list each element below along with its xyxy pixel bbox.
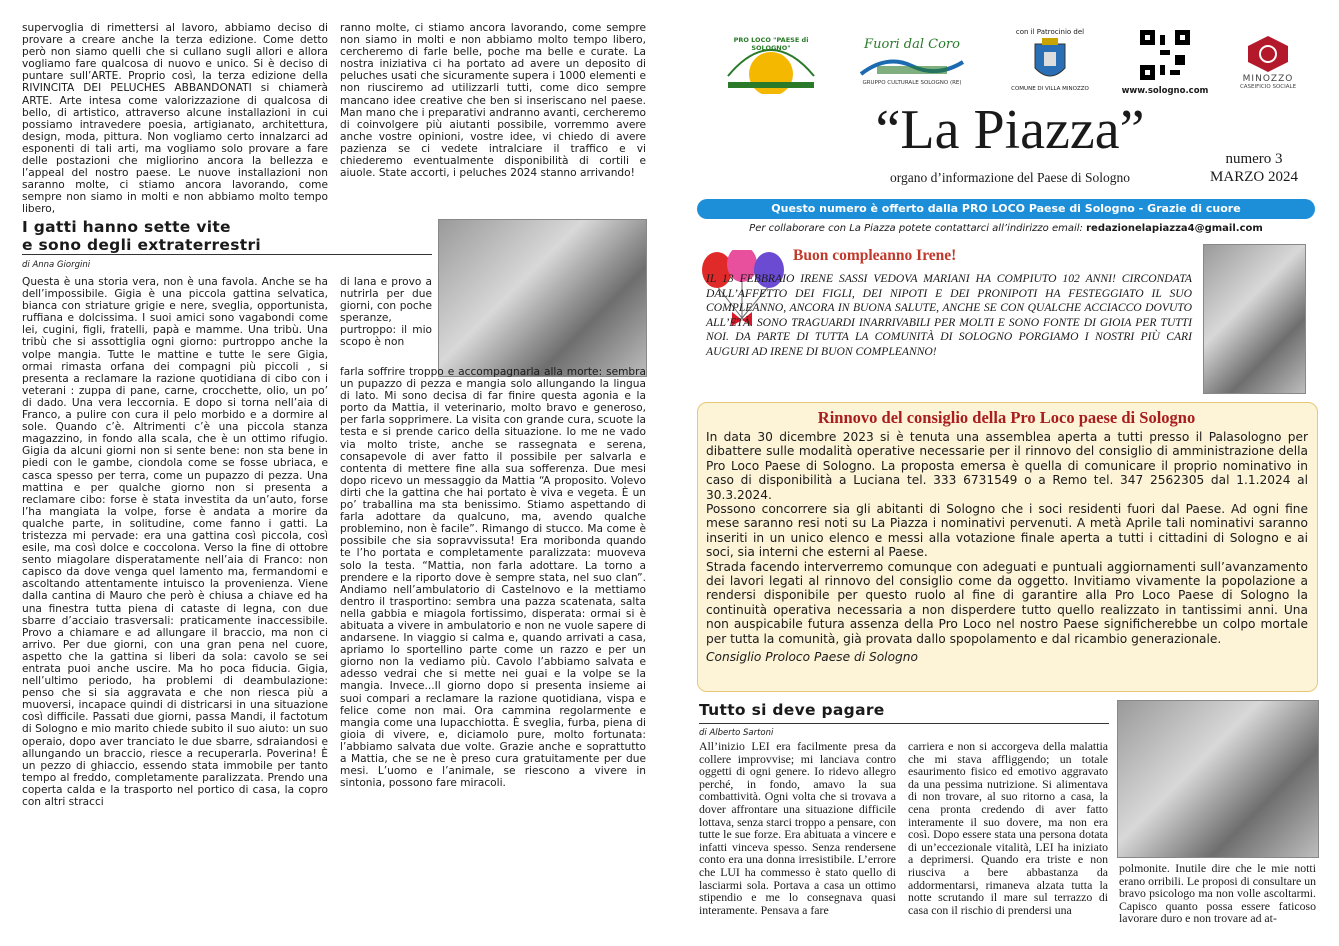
birthday-title: Buon compleanno Irene! [793,247,957,264]
contact-line: Per collaborare con La Piazza potete contattarci all’indirizzo email: redazionelapiazza4@gmail.com [749,223,1263,234]
patrocinio-block: con il Patrocinio del COMUNE DI VILLA MINOZZO [1011,28,1089,92]
gatti-column-1: Questa è una storia vera, non è una favola. Anche se ha dell’impossibile. Gigia è una piccola gattina selvatica, bianca con striature grigie e nere, sveglia, opportunista, ruffiana e dolcissima. I suoi amici sono vagabondi come lei, cugini, figli, fratelli, papà e mamme. Una tribù. Una tribù che si assottiglia ogni giorno: purtroppo anche la volpe mangia. Tutte le mattine e tutte le sere Gigia, ormai rimasta orfana dei compagni più piccoli , si presenta a reclamare la razione quotidiana di cibo con i veterani : zuppa di pane, carne, crocchette, olio, un po’ di dado. Una vera leccornia. E dopo si torna nell’aia di Franco, a pulire con cura il pelo morbido e a dormire al sole. Quando c’è. Altrimenti c’è una piccola stanza magazzino, in fondo alla scala, che è un ottimo rifugio. Gigia da alcuni giorni non si sente bene: non sta bene in piedi con le gambe, ciondola come se fosse ubriaca, e casca spesso per terra, come un pupazzo di pezza. Una mattina e per qualche giorno non si presenta a reclamare cibo: forse è stata investita da un’auto, forse l’ha mangiata la volpe, forse è andata a morire da qualche parte, in solitudine, come fanno i gatti. La tristezza mi pervade: era una gattina così piccola, così esile, ma così dolce e coccolona. Verso la fine di ottobre sento miagolare disperatamente nell’aia di Franco: non capisco da dove venga quel lamento ma, fermandomi e ascoltando attentamente intuisco la provenienza. Viene dalla cantina di Mauro che però è chiusa a chiave ed ha una finestra tutta piena di cataste di legna, con due sbarre d’acciaio trasversali: praticamente inaccessibile. Provo a chiamare e ad allungare il braccio, ma non ci arrivo. Per due giorni, con una gran pena nel cuore, aspetto che la gattina si liberi da sola: cavolo se sei entrata puoi anche uscire. Ma ho poca fiducia. Gigia, nell’ultimo periodo, ha problemi di deambulazione: penso che si sia aggravata e che non riesca più a muoversi, incapace quindi di districarsi in una situazione così difficile. Passati due giorni, passa Mandi, il factotum di Sologno e mio marito chiede subito il suo aiuto: un suo operaio, dopo aver tranciato le due sbarre, sdraiandosi e allungando un braccio, riesce a recuperarla. Poverina! È un pezzo di ghiaccio, essendo stata immobile per tanto tempo al freddo, completamente paralizzata. Prendo una coperta calda e la trasporto nel portico di casa, la copro con altri stracci [22,276,328,809]
tutto-column-1: All’inizio LEI era facilmente presa da collere improvvise; mi lanciava contro oggetti di ogni genere. Io ridevo allegro perché, in fondo, amavo la sua combattività. Ogni volta che si trovava a dover affrontare una situazione difficile lottava, senza starci troppo a pensare, con tutte le sue forze. Era abituata a vincere e infatti vinceva spesso. Senza rendersene conto era una donna irresistibile. L’errore che LUI ha commesso è stato quello di lasciarmi sola. Portava a casa un ottimo stipendio e me lo consegnava quasi interamente. Pensava a fare [699,740,896,917]
couple-photo [1117,700,1319,858]
intro-column-2: ranno molte, ci stiamo ancora lavorando, come sempre non siamo in molti e non abbiamo molto tempo libero, cercheremo di farle belle, poche ma belle e curate. La nostra iniziativa ci ha portato ad avere un deposito di peluches usati che sicuramente supera i 1000 elementi e non riusciremo ad utilizzarli tutti, come dico sempre mancano idee creative che ben si inseriscano nel paese. Man mano che i preparativi andranno avanti, cercheremo di coinvolgere più aiutanti possibile, vorremmo avere anche vostre opinioni, vostre idee, vi chiedo di avere pazienza se ci vedete intralciare il traffico e vi chiederemo eventualmente disponibilità di cortili e aiuole. State accorti, i peluches 2024 stanno arrivando! [340,22,646,180]
tutto-byline: di Alberto Sartoni [699,728,774,738]
tutto-title-rule [699,723,1109,724]
gatti-title-rule [22,254,432,255]
issue-info: numero 3 MARZO 2024 [1210,151,1298,185]
contact-email[interactable]: redazionelapiazza4@gmail.com [1086,223,1263,234]
minozzo-logo: MINOZZO CASEIFICIO SOCIALE [1232,26,1304,98]
fuori-dal-coro-logo: Fuori dal Coro GRUPPO CULTURALE SOLOGNO (RE) [862,36,962,86]
birthday-text: IL 13 FEBBRAIO IRENE SASSI VEDOVA MARIANI HA COMPIUTO 102 ANNI! CIRCONDATA DALL’AFFETTO DEI FIGLI, DEI NIPOTI E DEI PRONIPOTI HA FESTEGGIATO IL SUO COMPLEANNO, ANCORA IN BUONA SALUTE, ANCHE SE CON QUALCHE ACCIACCO DOVUTO ALL’ETÀ. SONO TRAGUARDI INARRIVABILI PER MOLTI E SONO FONTE DI GIOIA PER TUTTI NOI. DA PARTE DI TUTTA LA COMUNITÀ DI SOLOGNO PORGIAMO I NOSTRI PIÙ CARI AUGURI AD IRENE DI BUON COMPLEANNO! [706,272,1192,358]
intro-column-1: supervoglia di rimettersi al lavoro, abbiamo deciso di provare a creare anche la terza edizione. Come detto però non siamo quelli che si cullano sugli allori e allora vogliamo fare qualcosa di nuovo e unico. Si è deciso di puntare sull’ARTE. Proprio così, la terza edizione della RIVINCITA DEI PELUCHES ABBANDONATI si chiamerà ARTE. Arte intesa come valorizzazione di qualcosa di bello, di artistico, attraverso alcune installazioni in cui possiamo intravedere poesia, artigianato, architettura, design, moda, pittura. Non vogliamo certo innalzarci ad esponenti di tali arti, ma vogliamo solo provare a fare delle postazioni che migliorino ancora la bellezza e l’appeal del nostro paese. Le nuove installazioni non saranno molte, ci stiamo ancora lavorando, come sempre non siamo in molti e non abbiamo molto tempo libero, [22,22,328,216]
rinnovo-body: In data 30 dicembre 2023 si è tenuta una assemblea aperta a tutti presso il Palasologno per dibattere sulle modalità operative necessarie per il rinnovo del consiglio di amministrazione della Pro Loco Paese di Sologno. La proposta emersa è quella di comunicare il proprio nominativo in caso di disponibilità a Luciana tel. 333 6731549 o a Remo tel. 347 2562305 dal 1.1.2024 al 30.3.2024. Possono concorrere sia gli abitanti di Sologno che i soci residenti fuori dal Paese. Ad ogni fine mese saranno resi noti su La Piazza i nominativi pervenuti. A metà Aprile tali nominativi saranno inseriti in un unico elenco e messi alla votazione finale aperta a tutti i cittadini di Sologno e ai soci, sia interni che esterni al Paese. Strada facendo interverremo comunque con adeguati e puntuali aggiornamenti sull’avanzamento dei lavori legati al rinnovo del consiglio come da oggetto. Invitiamo vivamente la popolazione a rendersi disponibile per questo ruolo al fine di garantire alla Pro Loco Paese di Sologno la continuità operativa necessaria a non disperdere tutto quello realizzato in tantissimi anni. Una non auspicabile futura assenza della Pro Loco nel nostro Paese significherebbe un colpo mortale per tutta la comunità, già provata dallo spopolamento e dal ricambio generazionale. Consiglio Proloco Paese di Sologno [706,430,1308,665]
qr-block: www.sologno.com [1115,24,1215,102]
rinnovo-title: Rinnovo del consiglio della Pro Loco paese di Sologno [817,408,1196,427]
masthead-title: “La Piazza” [875,99,1145,161]
comune-crest-icon [1030,36,1070,86]
tutto-column-2: carriera e non si accorgeva della malattia che mi stava affliggendo; un totale esaurimento fisico ed emotivo aggravato da una pessima nutrizione. Si alimentava di non trovare, al suo ritorno a casa, la cena pronta credendo di aver fatto interamente il suo dovere, ma non era così. Dopo essere stata una persona dotata di un’eccezionale vitalità, LEI ha iniziato a deprimersi. Quando era triste e non riusciva a bere abbastanza da addormentarsi, rimaneva alzata tutta la notte scrutando il mare sul terrazzo di casa con il rischio di prendersi una [908,740,1108,917]
tutto-title: Tutto si deve pagare [699,701,885,719]
masthead-subtitle: organo d’informazione del Paese di Sologno [889,170,1131,185]
offer-bar: Questo numero è offerto dalla PRO LOCO Paese di Sologno - Grazie di cuore [697,199,1315,219]
cat-photo [438,219,647,377]
qr-code-icon [1140,30,1190,80]
gatti-column-2: farla soffrire troppo e accompagnarla alla morte: sembra un pupazzo di pezza e mangia solo allungando la lingua di lato. Mi sono decisa di far finire questa agonia e la porto da Mattia, il veterinario, molto bravo e generoso, per farla sopprimere. La visita con grande cura, scuote la testa e si prende carico della situazione. Io me ne vado via molto triste, anche se rassegnata e serena, consapevole di aver fatto il possibile per salvarla e contenta di mettere fine alla sua sofferenza. Due mesi dopo ricevo un messaggio da Mattia “A proposito. Volevo dirti che la gattina che hai portato è viva e vegeta. È un po’ traballina ma sta benissimo. Stiamo aspettando di farla adottare da qualcuno, ma, avendo qualche problemino, non è facile”. Rimango di stucco. Ma come è possibile che sia sopravvissuta! Era moribonda quando te l’ho portata e completamente paralizzata: muoveva solo la testa. “Mattia, non farla adottare. La torno a prendere e la riporto dove è sempre stata, nel suo clan”. Andiamo nell’ambulatorio di Castelnovo e la mettiamo dentro il trasportino: sembra una pazza scatenata, salta nella gabbia e miagola fortissimo, disperata: ormai si è abituata a vivere in ambulatorio e non ne vuole sapere di andarsene. In viaggio si calma e, quando arrivati a casa, apriamo lo sportellino parte come un razzo e per un giorno non la vediamo più. Cavolo l’abbiamo salvata e adesso vedrai che si mette nei guai e la volpe se la mangia. Invece...Il giorno dopo si presenta insieme ai suoi compari a reclamare la razione quotidiana, vispa e felice come non mai. Ora cammina regolarmente e mangia come una lupacchiotta. È sveglia, furba, piena di gioia di vivere, e, diciamolo pure, molto fortunata: l’abbiamo salvata due volte. Grazie anche e soprattutto a Mattia, che se ne è preso cura gratuitamente per due mesi. L’uomo e l’animale, se riescono a vivere in sintonia, possono fare miracoli. [340,366,646,790]
irene-photo [1203,244,1306,394]
gatti-title: I gatti hanno sette vite e sono degli extraterrestri [22,218,262,254]
gatti-column-2-narrow: di lana e provo a nutrirla per due giorni, con poche speranze, purtroppo: il mio scopo è non [340,276,432,349]
rinnovo-signature: Consiglio Proloco Paese di Sologno [706,650,918,665]
tutto-column-3: polmonite. Inutile dire che le mie notti erano orribili. Le proposi di consultare un bravo psicologo ma non volle ascoltarmi. Capisco quanto possa essere faticoso lavorare duro e non trovare ad at- [1119,862,1316,926]
proloco-logo: PRO LOCO "PAESE di SOLOGNO" [718,24,824,94]
gatti-byline: di Anna Giorgini [22,260,91,270]
